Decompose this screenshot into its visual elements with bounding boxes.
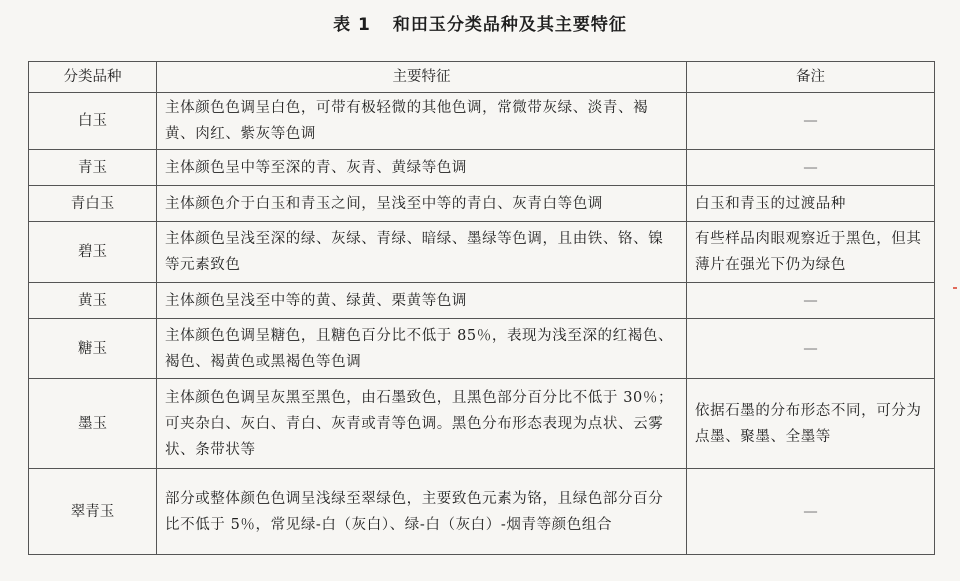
- feature-cell: 主体颜色色调呈白色，可带有极轻微的其他色调，常微带灰绿、淡青、褐黄、肉红、紫灰等色调: [157, 93, 687, 150]
- feature-cell: 主体颜色呈浅至中等的黄、绿黄、栗黄等色调: [157, 283, 687, 319]
- header-feature: 主要特征: [157, 62, 687, 93]
- table-row: [29, 150, 935, 186]
- category-cell: 翠青玉: [29, 469, 157, 555]
- table-row: [29, 379, 935, 469]
- header-category: 分类品种: [29, 62, 157, 93]
- note-cell: 有些样品肉眼观察近于黑色，但其薄片在强光下仍为绿色: [687, 222, 935, 283]
- margin-mark: [953, 287, 957, 289]
- table-number: 表 1: [333, 15, 371, 35]
- table-row: [29, 222, 935, 283]
- table-title: 和田玉分类品种及其主要特征: [392, 15, 627, 35]
- table-row: [29, 283, 935, 319]
- variety-table: [28, 61, 935, 555]
- feature-cell: 部分或整体颜色色调呈浅绿至翠绿色，主要致色元素为铬，且绿色部分百分比不低于 5％，常见绿-白（灰白）、绿-白（灰白）-烟青等颜色组合: [157, 469, 687, 555]
- table-row: [29, 93, 935, 150]
- header-note: 备注: [687, 62, 935, 93]
- table-row: [29, 469, 935, 555]
- category-cell: 白玉: [29, 93, 157, 150]
- note-cell: —: [687, 319, 935, 379]
- note-cell: 依据石墨的分布形态不同，可分为点墨、聚墨、全墨等: [687, 379, 935, 469]
- category-cell: 青玉: [29, 150, 157, 186]
- table-row: [29, 319, 935, 379]
- table-caption: [0, 10, 960, 35]
- note-cell: 白玉和青玉的过渡品种: [687, 186, 935, 222]
- table-header-row: [29, 62, 935, 93]
- table-row: [29, 186, 935, 222]
- category-cell: 青白玉: [29, 186, 157, 222]
- category-cell: 墨玉: [29, 379, 157, 469]
- note-cell: —: [687, 93, 935, 150]
- feature-cell: 主体颜色色调呈灰黑至黑色，由石墨致色，且黑色部分百分比不低于 30％；可夹杂白、灰白、青白、灰青或青等色调。黑色分布形态表现为点状、云雾状、条带状等: [157, 379, 687, 469]
- feature-cell: 主体颜色色调呈糖色，且糖色百分比不低于 85％，表现为浅至深的红褐色、褐色、褐黄色或黑褐色等色调: [157, 319, 687, 379]
- category-cell: 黄玉: [29, 283, 157, 319]
- feature-cell: 主体颜色呈浅至深的绿、灰绿、青绿、暗绿、墨绿等色调，且由铁、铬、镍等元素致色: [157, 222, 687, 283]
- category-cell: 碧玉: [29, 222, 157, 283]
- category-cell: 糖玉: [29, 319, 157, 379]
- note-cell: —: [687, 469, 935, 555]
- feature-cell: 主体颜色介于白玉和青玉之间，呈浅至中等的青白、灰青白等色调: [157, 186, 687, 222]
- feature-cell: 主体颜色呈中等至深的青、灰青、黄绿等色调: [157, 150, 687, 186]
- note-cell: —: [687, 150, 935, 186]
- note-cell: —: [687, 283, 935, 319]
